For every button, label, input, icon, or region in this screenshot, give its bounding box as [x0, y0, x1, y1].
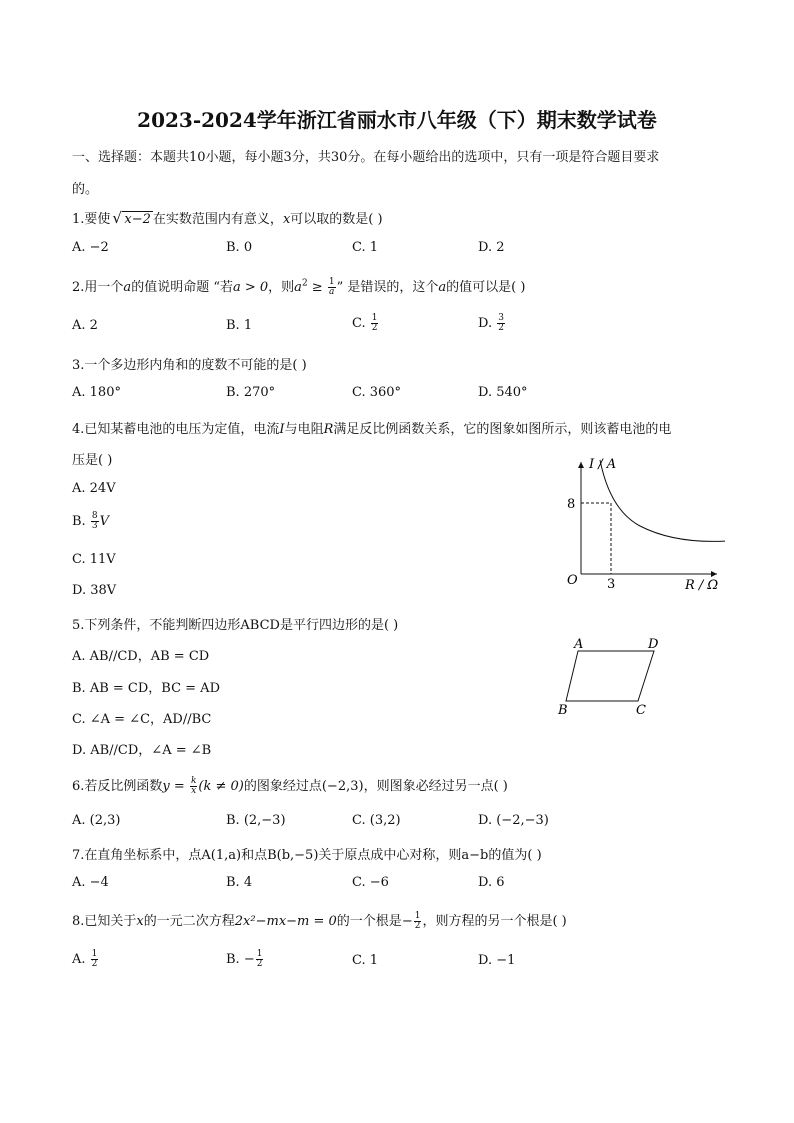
- q8-option-a: A. $\frac{1}{2}$: [72, 949, 98, 969]
- vertex-label-d: D: [648, 637, 659, 652]
- q1-option-a: A. −2: [72, 240, 109, 255]
- q2-option-c: C. $\frac{1}{2}$: [352, 313, 378, 333]
- q6-option-c: C. (3,2): [352, 813, 401, 828]
- q1-option-b: B. 0: [226, 240, 253, 255]
- question-2: 2.用一个a的值说明命题 “若a > 0，则$a^2$ ≥ $\frac{1}{a}$ ” 是错误的，这个a的值可以是( ): [72, 277, 526, 297]
- y-tick-label: 8: [567, 497, 576, 512]
- vertex-label-b: B: [558, 703, 568, 718]
- q1-option-c: C. 1: [352, 240, 379, 255]
- q5-option-c: C. ∠A = ∠C，AD//BC: [72, 712, 212, 727]
- question-7: 7.在直角坐标系中，点A(1,a)和点B(b,−5)关于原点成中心对称，则a−b的值为( ): [72, 848, 542, 863]
- question-5: 5.下列条件，不能判断四边形ABCD是平行四边形的是( ): [72, 618, 399, 633]
- q7-option-d: D. 6: [478, 875, 505, 890]
- q4-option-d: D. 38V: [72, 583, 117, 598]
- q4-option-a: A. 24V: [72, 481, 116, 496]
- q2-option-a: A. 2: [72, 318, 98, 333]
- q2-option-b: B. 1: [226, 318, 253, 333]
- page-title: 2023-2024学年浙江省丽水市八年级（下）期末数学试卷: [137, 108, 657, 132]
- y-axis-label: I / A: [589, 457, 617, 472]
- q3-option-b: B. 270°: [226, 385, 276, 400]
- question-1: 1.要使 √ x−2 在实数范围内有意义，x可以取的数是( ): [72, 209, 383, 227]
- x-axis-label: R / Ω: [685, 578, 719, 593]
- q5-option-d: D. AB//CD，∠A = ∠B: [72, 743, 212, 758]
- q2-option-d: D. $\frac{3}{2}$: [478, 313, 504, 333]
- q8-option-d: D. −1: [478, 953, 516, 968]
- q3-option-d: D. 540°: [478, 385, 528, 400]
- section-heading-line2: 的。: [72, 182, 99, 197]
- q4-option-c: C. 11V: [72, 552, 116, 567]
- q3-option-a: A. 180°: [72, 385, 121, 400]
- q5-option-b: B. AB = CD，BC = AD: [72, 681, 220, 696]
- section-heading-line1: 一、选择题：本题共10小题，每小题3分，共30分。在每小题给出的选项中，只有一项是符合题目要求: [72, 150, 660, 165]
- x-tick-label: 3: [607, 577, 616, 592]
- parallelogram-figure: [552, 634, 672, 720]
- inverse-curve: [600, 460, 725, 541]
- question-8: 8.已知关于x的一元二次方程2x²−mx−m = 0的一个根是− $\frac{1}{2}$ ，则方程的另一个根是( ): [72, 911, 567, 931]
- q7-option-b: B. 4: [226, 875, 253, 890]
- question-6: 6.若反比例函数y = $\frac{k}{x}$ (k ≠ 0)的图象经过点(−2,3)，则图象必经过另一点( ): [72, 776, 508, 796]
- q7-option-c: C. −6: [352, 875, 389, 890]
- question-4: 4.已知某蓄电池的电压为定值，电流I与电阻R满足反比例函数关系，它的图象如图所示，则该蓄电池的电: [72, 422, 672, 437]
- question-3: 3.一个多边形内角和的度数不可能的是( ): [72, 358, 307, 373]
- origin-label: O: [567, 573, 578, 588]
- parallelogram-abcd: [566, 651, 654, 701]
- current-resistance-graph: [555, 452, 725, 597]
- q6-option-a: A. (2,3): [72, 813, 121, 828]
- q6-option-d: D. (−2,−3): [478, 813, 549, 828]
- vertex-label-c: C: [636, 703, 646, 718]
- q8-option-c: C. 1: [352, 953, 379, 968]
- q3-option-c: C. 360°: [352, 385, 402, 400]
- vertex-label-a: A: [574, 637, 584, 652]
- fraction: $\frac{1}{a}$: [328, 277, 335, 297]
- q6-option-b: B. (2,−3): [226, 813, 286, 828]
- sqrt-expression: √ x−2: [112, 209, 151, 227]
- q8-option-b: B. − $\frac{1}{2}$: [226, 949, 263, 969]
- q1-option-d: D. 2: [478, 240, 505, 255]
- question-4-line2: 压是( ): [72, 453, 113, 468]
- q7-option-a: A. −4: [72, 875, 109, 890]
- q4-option-b: B. $\frac{8}{3}$ V: [72, 511, 109, 531]
- q5-option-a: A. AB//CD，AB = CD: [72, 649, 210, 664]
